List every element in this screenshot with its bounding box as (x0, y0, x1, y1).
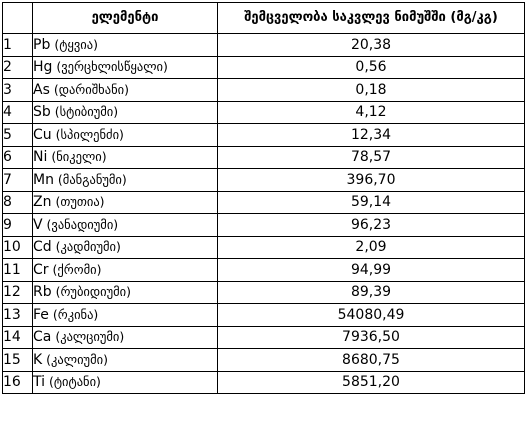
row-number: 16 (3, 371, 33, 394)
table-row (3, 79, 525, 102)
row-number: 11 (3, 259, 33, 282)
value-cell: 59,14 (218, 191, 525, 214)
value-cell: 8680,75 (218, 349, 525, 372)
element-symbol: Ti (33, 374, 46, 391)
row-number: 14 (3, 326, 33, 349)
header-number (3, 3, 33, 34)
element-symbol: As (33, 81, 50, 98)
table-row (3, 146, 525, 169)
element-name: (ნიკელი) (47, 149, 107, 165)
element-cell (33, 259, 218, 282)
value-cell: 89,39 (218, 281, 525, 304)
table-row (3, 101, 525, 124)
value-cell: 396,70 (218, 169, 525, 192)
header-value: შემცველობა საკვლევ ნიმუშში (მგ/კგ) (218, 3, 525, 34)
element-name: (სტიბიუმი) (50, 104, 119, 120)
element-symbol: V (33, 216, 43, 233)
value-cell: 20,38 (218, 34, 525, 57)
row-number: 15 (3, 349, 33, 372)
table-row (3, 56, 525, 79)
element-cell (33, 101, 218, 124)
element-symbol: Zn (33, 194, 52, 211)
element-cell (33, 349, 218, 372)
table-row (3, 349, 525, 372)
element-symbol: K (33, 351, 43, 368)
table-row (3, 191, 525, 214)
row-number: 6 (3, 146, 33, 169)
element-name: (თუთია) (51, 194, 105, 210)
element-symbol: Ni (33, 149, 48, 166)
row-number: 2 (3, 56, 33, 79)
table-row (3, 281, 525, 304)
table-body (3, 34, 525, 394)
element-cell (33, 124, 218, 147)
element-name: (სპილენძი) (51, 126, 124, 142)
header-element: ელემენტი (33, 3, 218, 34)
value-cell: 5851,20 (218, 371, 525, 394)
element-cell (33, 326, 218, 349)
table-row (3, 259, 525, 282)
element-symbol: Cu (33, 126, 52, 143)
row-number: 1 (3, 34, 33, 57)
element-name: (რუბიდიუმი) (51, 284, 131, 300)
element-cell (33, 236, 218, 259)
elements-table (2, 2, 525, 394)
value-cell: 54080,49 (218, 304, 525, 327)
element-name: (ვერცხლისწყალი) (52, 59, 168, 75)
value-cell: 12,34 (218, 124, 525, 147)
row-number: 13 (3, 304, 33, 327)
element-symbol: Mn (33, 171, 54, 188)
element-name: (ტიტანი) (45, 374, 101, 390)
element-name: (კალიუმი) (42, 351, 108, 367)
table-header (3, 3, 525, 34)
row-number: 12 (3, 281, 33, 304)
element-symbol: Cr (33, 261, 49, 278)
row-number: 10 (3, 236, 33, 259)
element-name: (ვანადიუმი) (42, 216, 119, 232)
element-symbol: Hg (33, 59, 53, 76)
value-cell: 78,57 (218, 146, 525, 169)
element-cell (33, 281, 218, 304)
element-name: (რკინა) (48, 306, 99, 322)
row-number: 7 (3, 169, 33, 192)
table-row (3, 124, 525, 147)
element-name: (კალციუმი) (51, 329, 125, 345)
table-row (3, 326, 525, 349)
value-cell: 0,18 (218, 79, 525, 102)
row-number: 5 (3, 124, 33, 147)
element-cell (33, 191, 218, 214)
value-cell: 94,99 (218, 259, 525, 282)
value-cell: 2,09 (218, 236, 525, 259)
element-symbol: Cd (33, 239, 52, 256)
table-row (3, 371, 525, 394)
element-cell (33, 56, 218, 79)
element-cell (33, 146, 218, 169)
element-cell (33, 304, 218, 327)
element-symbol: Pb (33, 36, 51, 53)
value-cell: 0,56 (218, 56, 525, 79)
element-cell (33, 79, 218, 102)
element-symbol: Sb (33, 104, 51, 121)
element-cell (33, 214, 218, 237)
table-row (3, 236, 525, 259)
table-row (3, 214, 525, 237)
element-symbol: Fe (33, 306, 49, 323)
element-cell (33, 169, 218, 192)
table-row (3, 169, 525, 192)
row-number: 9 (3, 214, 33, 237)
element-name: (მანგანუმი) (53, 171, 127, 187)
table-row (3, 34, 525, 57)
element-name: (ქრომი) (48, 261, 102, 277)
value-cell: 7936,50 (218, 326, 525, 349)
row-number: 3 (3, 79, 33, 102)
element-symbol: Rb (33, 284, 52, 301)
element-cell (33, 371, 218, 394)
row-number: 4 (3, 101, 33, 124)
element-name: (დარიშხანი) (49, 81, 129, 97)
element-name: (ტყვია) (50, 36, 98, 52)
element-name: (კადმიუმი) (51, 239, 121, 255)
element-symbol: Ca (33, 329, 52, 346)
row-number: 8 (3, 191, 33, 214)
table-row (3, 304, 525, 327)
value-cell: 4,12 (218, 101, 525, 124)
element-cell (33, 34, 218, 57)
header-row (3, 3, 525, 34)
value-cell: 96,23 (218, 214, 525, 237)
